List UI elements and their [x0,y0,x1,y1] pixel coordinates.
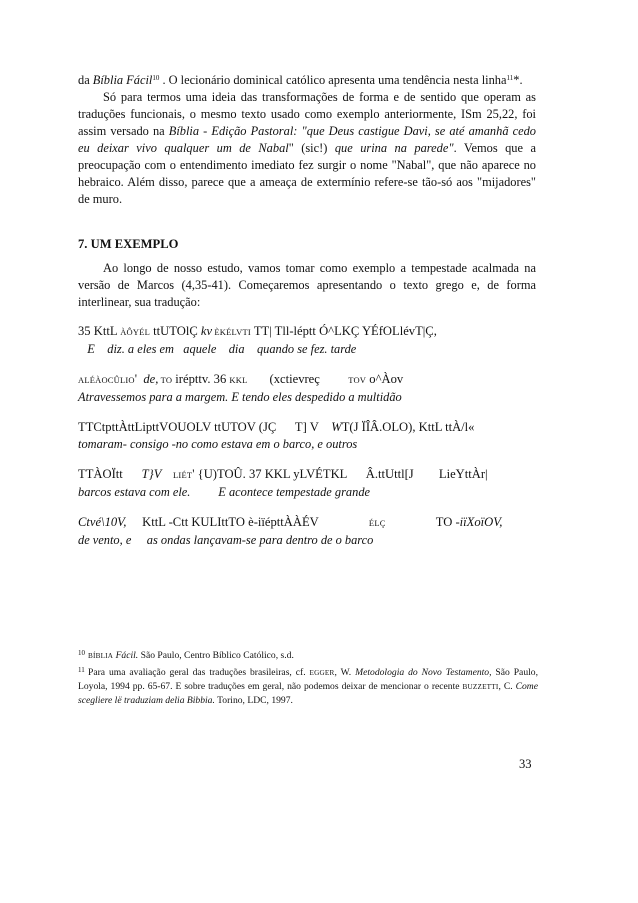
greek-segment: ÉLÇ [368,518,386,528]
footnote-ref[interactable]: 10 [152,74,160,82]
author-name: BUZZETTI [462,683,499,691]
greek-segment: TT| Tll-léptt Ó^LKÇ YÉfOLlévT|Ç, [250,324,437,338]
translation-line: de vento, e as ondas lançavam-se para dentro de o barco [78,533,374,547]
page-number: 33 [519,757,532,771]
greek-segment: o^Àov [366,372,404,386]
greek-segment: ÀÔYÉL [120,327,151,337]
footnote-ref[interactable]: 11 [506,74,514,82]
greek-segment: ÈKÉLVTI [212,327,251,337]
book-title: Fácil. [115,650,139,661]
footnotes [78,646,538,708]
quoted-text: que urina na parede" [334,141,454,155]
greek-segment: TO [385,515,456,529]
greek-segment: irépttv. 36 [172,372,230,386]
interlinear-text [78,323,536,549]
greek-line [78,466,536,484]
greek-segment: -iïXoïOV, [455,515,503,529]
interlinear-block [78,371,536,406]
page-body [78,72,536,562]
paragraph-translations [78,89,536,208]
greek-segment: ' [134,372,144,386]
greek-segment: Ctvé\10V, [78,515,127,529]
author-name: EGGER [309,669,335,677]
greek-segment: KttL -Ctt KULIttTO è-iïépttÀÀÉV [126,515,369,529]
footnote-number: 11 [78,666,85,674]
paragraph-intro [78,72,536,89]
text-span: Para uma avaliação geral das traduções brasileiras, cf. [88,667,310,678]
greek-segment: de, [143,372,159,386]
greek-segment: 35 KttL [78,324,121,338]
interlinear-block [78,419,536,453]
text-span: Torino, LDC, 1997. [214,695,293,706]
translation-line: tomaram- consigo -no como estava em o barco, e outros [78,437,358,451]
footnote-10 [78,646,538,663]
interlinear-block [78,466,536,501]
greek-segment: (xctievreç [247,372,349,386]
greek-segment: T(J ÏÎÂ.OLO), KttL ttÀ/l« [341,420,475,434]
greek-segment: LIÉT [161,470,193,480]
greek-segment: ' {U)TOÛ. 37 KKL yLVÉTKL Â.ttUttl[J LieYttÀr| [192,467,488,481]
text-span: São Paulo, Loyola, 1994 pp. 65-67. E sobre traduções em geral, não podemos deixar de mencionar o recente [78,667,538,692]
greek-line [78,323,536,341]
greek-segment: kv [200,324,213,338]
book-title: Come scegliere lë traduziam delia Bibbia. [78,681,538,706]
text-span: " (sic!) [288,141,335,155]
greek-line [78,514,536,532]
text-span: . O lecionário dominical católico apresenta uma tendência nesta linha [159,73,507,87]
text-span: , W. [334,667,356,678]
greek-segment: T}V [141,467,162,481]
book-title: Bíblia Fácil [92,73,153,87]
text-span: *. [513,73,523,87]
translation-line: E diz. a eles em aquele dia quando se fez. tarde [78,342,357,356]
greek-segment: ALÉÀOCÛLIO [78,375,135,385]
translation-line: Atravessemos para a margem. E tendo eles despedido a multidão [78,390,402,404]
footnote-11 [78,663,538,708]
text-span: , C. [498,681,516,692]
greek-segment: KKL [229,375,248,385]
translation-line: barcos estava com ele. E acontece tempestade grande [78,485,371,499]
interlinear-block [78,514,536,549]
greek-segment: TOV [348,375,367,385]
greek-line [78,419,536,436]
greek-segment: TTÀOÏtt [78,467,142,481]
text-span: Só para termos uma ideia das transformações de forma e de sentido que operam as traduções funcionais, o mesmo texto usado como exemplo anteriormente, ISm 25,22, foi assim versado na [78,90,536,138]
greek-segment: W [331,420,342,434]
greek-segment: ttUTOlÇ [150,324,201,338]
interlinear-block [78,323,536,358]
text-span: São Paulo, Centro Bíblico Católico, s.d. [138,650,294,661]
book-title: Metodologia do Novo Testamento, [355,667,492,678]
greek-segment: TO [158,375,173,385]
quoted-text: Bíblia - Edição Pastoral: "que Deus castigue Davi, se até amanhã cedo eu deixar vivo qualquer um de Nabal [78,124,537,155]
greek-line [78,371,536,389]
text-span: da [78,73,93,87]
greek-segment: TTCtpttÀttLipttVOUOLV ttUTOV (JÇ T] V [78,420,332,434]
paragraph-example: Ao longo de nosso estudo, vamos tomar como exemplo a tempestade acalmada na versão de Marcos (4,35-41). Começaremos apresentando o texto grego e, de forma interlinear, sua tradução: [78,261,536,309]
small-caps-text: BÍBLIA [88,652,114,660]
footnote-number: 10 [78,649,85,657]
section-heading: 7. UM EXEMPLO [78,237,179,251]
text-span: . Vemos que a preocupação com o entendimento imediato fez surgir o nome "Nabal", que não aparece no hebraico. Além disso, parece que a ameaça de extermínio refere-se tão-só aos "mijadores" de muro. [78,141,536,206]
